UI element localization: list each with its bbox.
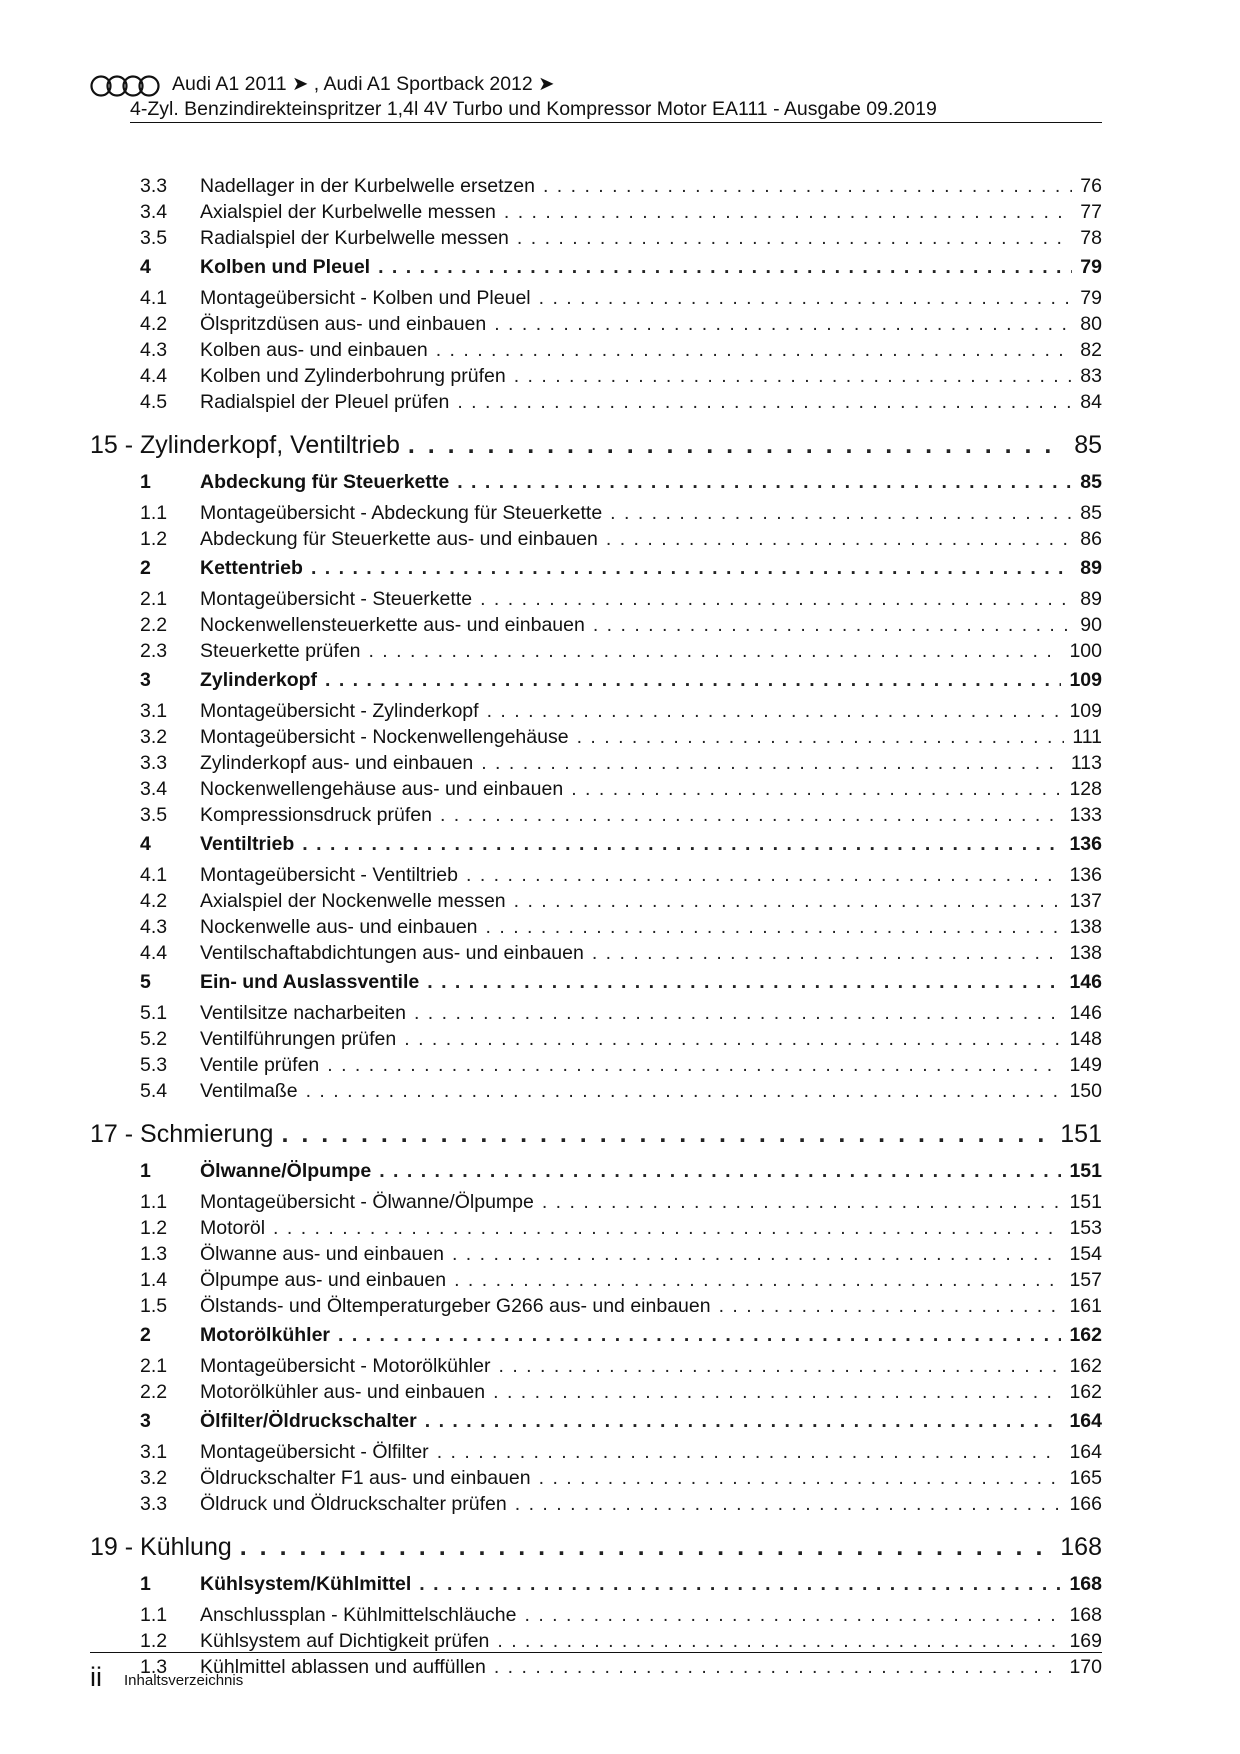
toc-entry-page: 151	[1069, 1191, 1102, 1213]
toc-entry-number: 5.4	[140, 1080, 168, 1102]
toc-dot-leader	[542, 1191, 1062, 1214]
toc-dot-leader	[311, 557, 1072, 580]
toc-entry-page: 136	[1069, 833, 1102, 855]
toc-dot-leader	[437, 1441, 1062, 1464]
toc-dot-leader	[606, 528, 1072, 551]
toc-entry-page: 166	[1069, 1493, 1102, 1515]
toc-entry-title: Anschlussplan - Kühlmittelschläuche	[200, 1604, 517, 1626]
toc-entry-number: 1	[140, 1160, 151, 1182]
toc-entry-number: 1.3	[140, 1243, 168, 1265]
toc-entry-number: 4.2	[140, 313, 168, 335]
toc-dot-leader	[498, 1355, 1061, 1378]
toc-entry-sub[interactable]	[90, 287, 1102, 313]
header-divider	[130, 122, 1102, 123]
toc-entry-title: Kühlmittel ablassen und auffüllen	[200, 1656, 486, 1678]
toc-entry-page: 168	[1069, 1573, 1102, 1595]
toc-entry-page: 89	[1080, 588, 1102, 610]
toc-entry-page: 151	[1069, 1160, 1102, 1182]
toc-entry-sub[interactable]	[90, 1191, 1102, 1217]
toc-entry-sub[interactable]	[90, 1441, 1102, 1467]
toc-entry-page: 84	[1080, 391, 1102, 413]
toc-entry-page: 146	[1069, 971, 1102, 993]
toc-entry-number: 3.3	[140, 752, 168, 774]
toc-entry-number: 5.2	[140, 1028, 168, 1050]
toc-dot-leader	[452, 1243, 1062, 1266]
toc-entry-title: Öldruck und Öldruckschalter prüfen	[200, 1493, 507, 1515]
toc-entry-sub[interactable]	[90, 614, 1102, 640]
toc-entry-title: Nockenwellengehäuse aus- und einbauen	[200, 778, 564, 800]
toc-entry-page: 153	[1069, 1217, 1102, 1239]
toc-dot-leader	[327, 1054, 1061, 1077]
toc-entry-sub[interactable]	[90, 640, 1102, 666]
toc-entry-page: 148	[1069, 1028, 1102, 1050]
toc-entry-sub[interactable]	[90, 1604, 1102, 1630]
toc-entry-number: 4.1	[140, 864, 168, 886]
toc-entry-sub[interactable]	[90, 313, 1102, 339]
toc-entry-number: 3.2	[140, 726, 168, 748]
toc-entry-number: 3.1	[140, 1441, 168, 1463]
toc-entry-title: Ölwanne/Ölpumpe	[200, 1160, 372, 1182]
toc-entry-number: 1.5	[140, 1295, 168, 1317]
toc-entry-sub[interactable]	[90, 1028, 1102, 1054]
toc-dot-leader	[494, 1656, 1062, 1679]
toc-entry-title: Zylinderkopf aus- und einbauen	[200, 752, 474, 774]
toc-entry-sub[interactable]	[90, 700, 1102, 726]
toc-entry-sub[interactable]	[90, 528, 1102, 554]
toc-entry-sub[interactable]	[90, 365, 1102, 391]
toc-entry-sub[interactable]	[90, 1493, 1102, 1519]
toc-entry-page: 157	[1069, 1269, 1102, 1291]
toc-entry-page: 154	[1069, 1243, 1102, 1265]
toc-entry-page: 151	[1060, 1120, 1102, 1148]
toc-dot-leader	[368, 640, 1061, 663]
toc-entry-number: 1.3	[140, 1656, 168, 1678]
toc-entry-page: 164	[1069, 1410, 1102, 1432]
toc-dot-leader	[517, 227, 1072, 250]
toc-entry-page: 133	[1069, 804, 1102, 826]
toc-entry-number: 4.3	[140, 339, 168, 361]
toc-entry-number: 3	[140, 669, 151, 691]
toc-dot-leader	[480, 588, 1072, 611]
toc-entry-number: 1.2	[140, 1217, 168, 1239]
toc-entry-page: 138	[1069, 942, 1102, 964]
header-vehicle-line: Audi A1 2011 ➤ , Audi A1 Sportback 2012 ➤	[172, 73, 555, 95]
toc-dot-leader	[404, 1028, 1061, 1051]
toc-dot-leader	[419, 1573, 1061, 1596]
toc-entry-title: Steuerkette prüfen	[200, 640, 361, 662]
toc-entry-title: Ventilschaftabdichtungen aus- und einbauen	[200, 942, 584, 964]
toc-entry-sub[interactable]	[90, 778, 1102, 804]
toc-dot-leader	[539, 1467, 1062, 1490]
toc-entry-main[interactable]	[90, 1324, 1102, 1355]
toc-dot-leader	[457, 391, 1072, 414]
toc-entry-title: Nockenwellensteuerkette aus- und einbauen	[200, 614, 585, 636]
toc-entry-number: 4.5	[140, 391, 168, 413]
toc-dot-leader	[302, 833, 1061, 856]
toc-entry-sub[interactable]	[90, 588, 1102, 614]
toc-entry-title: Ölstands- und Öltemperaturgeber G266 aus- und einbauen	[200, 1295, 711, 1317]
toc-entry-sub[interactable]	[90, 391, 1102, 417]
toc-dot-leader	[414, 1002, 1061, 1025]
toc-entry-page: 109	[1069, 700, 1102, 722]
toc-entry-main[interactable]	[90, 1573, 1102, 1604]
toc-dot-leader	[719, 1295, 1062, 1318]
toc-entry-title: Nockenwelle aus- und einbauen	[200, 916, 478, 938]
toc-entry-sub[interactable]	[90, 175, 1102, 201]
toc-dot-leader	[486, 916, 1062, 939]
toc-entry-page: 138	[1069, 916, 1102, 938]
toc-entry-title: Axialspiel der Nockenwelle messen	[200, 890, 506, 912]
toc-dot-leader	[408, 431, 1066, 460]
toc-entry-sub[interactable]	[90, 942, 1102, 968]
toc-entry-number: 4.3	[140, 916, 168, 938]
toc-entry-number: 2	[140, 557, 151, 579]
toc-entry-number: 2.2	[140, 1381, 168, 1403]
toc-entry-number: 4.4	[140, 365, 168, 387]
toc-dot-leader	[514, 365, 1073, 388]
toc-entry-title: Kolben und Pleuel	[200, 256, 371, 278]
toc-entry-sub[interactable]	[90, 864, 1102, 890]
toc-dot-leader	[493, 1381, 1061, 1404]
toc-dot-leader	[281, 1120, 1052, 1149]
toc-entry-sub[interactable]	[90, 201, 1102, 227]
toc-entry-page: 164	[1069, 1441, 1102, 1463]
toc-entry-title: Öldruckschalter F1 aus- und einbauen	[200, 1467, 531, 1489]
toc-entry-main[interactable]	[90, 669, 1102, 700]
toc-entry-page: 83	[1080, 365, 1102, 387]
toc-entry-chapter[interactable]	[90, 423, 1102, 468]
toc-entry-title: Motoröl	[200, 1217, 266, 1239]
toc-entry-title: Ölspritzdüsen aus- und einbauen	[200, 313, 487, 335]
toc-entry-title: Radialspiel der Kurbelwelle messen	[200, 227, 509, 249]
toc-entry-title: Ölpumpe aus- und einbauen	[200, 1269, 447, 1291]
toc-dot-leader	[577, 726, 1065, 749]
footer-page-number: ii	[90, 1662, 102, 1692]
toc-entry-title: Kompressionsdruck prüfen	[200, 804, 432, 826]
toc-entry-page: 109	[1069, 669, 1102, 691]
toc-entry-number: 1.1	[140, 1604, 168, 1626]
toc-entry-chapter[interactable]	[90, 1525, 1102, 1570]
toc-entry-number: 1.1	[140, 1191, 168, 1213]
toc-entry-number: 4	[140, 256, 151, 278]
toc-entry-title: Zylinderkopf	[200, 669, 318, 691]
toc-entry-sub[interactable]	[90, 1269, 1102, 1295]
toc-entry-title: Ventilsitze nacharbeiten	[200, 1002, 406, 1024]
toc-dot-leader	[571, 778, 1061, 801]
toc-entry-number: 3.4	[140, 778, 168, 800]
toc-dot-leader	[466, 864, 1061, 887]
toc-entry-number: 3.5	[140, 227, 168, 249]
toc-dot-leader	[481, 752, 1063, 775]
toc-entry-title: Montageübersicht - Motorölkühler	[200, 1355, 491, 1377]
toc-dot-leader	[273, 1217, 1061, 1240]
header-engine-line: 4-Zyl. Benzindirekteinspritzer 1,4l 4V Turbo und Kompressor Motor EA111 - Ausgabe 09.2019	[130, 98, 937, 120]
toc-entry-page: 89	[1080, 557, 1102, 579]
toc-dot-leader	[425, 1410, 1062, 1433]
toc-dot-leader	[427, 971, 1061, 994]
audi-rings-logo	[90, 74, 160, 98]
toc-dot-leader	[593, 614, 1072, 637]
toc-dot-leader	[592, 942, 1062, 965]
toc-entry-page: 76	[1080, 175, 1102, 197]
toc-entry-number: 3.5	[140, 804, 168, 826]
toc-entry-page: 162	[1069, 1324, 1102, 1346]
toc-entry-number: 1	[140, 471, 151, 493]
toc-dot-leader	[487, 700, 1062, 723]
toc-entry-title: Kolben aus- und einbauen	[200, 339, 428, 361]
toc-dot-leader	[497, 1630, 1061, 1653]
toc-entry-title: Kühlsystem/Kühlmittel	[200, 1573, 412, 1595]
toc-entry-page: 78	[1080, 227, 1102, 249]
toc-entry-page: 80	[1080, 313, 1102, 335]
toc-entry-page: 79	[1080, 256, 1102, 278]
toc-entry-page: 165	[1069, 1467, 1102, 1489]
toc-entry-page: 170	[1069, 1656, 1102, 1678]
toc-entry-page: 136	[1069, 864, 1102, 886]
toc-entry-number: 2.3	[140, 640, 168, 662]
toc-entry-main[interactable]	[90, 471, 1102, 502]
toc-entry-sub[interactable]	[90, 1217, 1102, 1243]
toc-entry-page: 161	[1069, 1295, 1102, 1317]
toc-entry-title: Ölfilter/Öldruckschalter	[200, 1410, 417, 1432]
toc-entry-page: 85	[1080, 502, 1102, 524]
toc-entry-number: 5.1	[140, 1002, 168, 1024]
toc-entry-number: 1.2	[140, 528, 168, 550]
table-of-contents	[90, 175, 1102, 1682]
toc-dot-leader	[338, 1324, 1061, 1347]
toc-entry-page: 146	[1069, 1002, 1102, 1024]
toc-entry-number: 1.2	[140, 1630, 168, 1652]
toc-entry-page: 137	[1069, 890, 1102, 912]
toc-entry-number: 2.1	[140, 1355, 168, 1377]
toc-entry-title: 15 - Zylinderkopf, Ventiltrieb	[90, 431, 400, 459]
toc-entry-sub[interactable]	[90, 1355, 1102, 1381]
toc-entry-title: Ventiltrieb	[200, 833, 295, 855]
toc-entry-title: Abdeckung für Steuerkette	[200, 471, 450, 493]
toc-entry-page: 113	[1070, 752, 1102, 774]
toc-entry-sub[interactable]	[90, 1467, 1102, 1493]
toc-entry-title: Montageübersicht - Abdeckung für Steuerkette	[200, 502, 603, 524]
toc-entry-number: 4.1	[140, 287, 168, 309]
toc-entry-main[interactable]	[90, 557, 1102, 588]
toc-dot-leader	[504, 201, 1072, 224]
toc-entry-title: Montageübersicht - Ventiltrieb	[200, 864, 458, 886]
toc-entry-title: Radialspiel der Pleuel prüfen	[200, 391, 450, 413]
toc-entry-number: 5	[140, 971, 151, 993]
toc-entry-chapter[interactable]	[90, 1112, 1102, 1157]
toc-dot-leader	[494, 313, 1072, 336]
toc-dot-leader	[378, 256, 1072, 279]
toc-entry-main[interactable]	[90, 833, 1102, 864]
toc-entry-main[interactable]	[90, 971, 1102, 1002]
toc-entry-sub[interactable]	[90, 227, 1102, 253]
toc-entry-sub[interactable]	[90, 726, 1102, 752]
toc-entry-main[interactable]	[90, 1160, 1102, 1191]
toc-dot-leader	[379, 1160, 1061, 1183]
toc-entry-sub[interactable]	[90, 1295, 1102, 1321]
toc-entry-page: 85	[1074, 431, 1102, 459]
toc-entry-sub[interactable]	[90, 1080, 1102, 1106]
toc-entry-number: 3.1	[140, 700, 168, 722]
toc-entry-title: Ein- und Auslassventile	[200, 971, 420, 993]
toc-entry-title: Montageübersicht - Ölwanne/Ölpumpe	[200, 1191, 534, 1213]
toc-entry-page: 168	[1069, 1604, 1102, 1626]
toc-entry-page: 77	[1080, 201, 1102, 223]
toc-entry-page: 162	[1069, 1355, 1102, 1377]
toc-entry-main[interactable]	[90, 256, 1102, 287]
toc-entry-title: Motorölkühler	[200, 1324, 330, 1346]
toc-entry-title: Kettentrieb	[200, 557, 303, 579]
toc-entry-title: Kühlsystem auf Dichtigkeit prüfen	[200, 1630, 490, 1652]
toc-dot-leader	[457, 471, 1072, 494]
toc-dot-leader	[514, 890, 1062, 913]
toc-entry-page: 169	[1069, 1630, 1102, 1652]
toc-entry-main[interactable]	[90, 1410, 1102, 1441]
toc-entry-number: 2.2	[140, 614, 168, 636]
toc-entry-page: 100	[1069, 640, 1102, 662]
toc-entry-title: Montageübersicht - Nockenwellengehäuse	[200, 726, 569, 748]
toc-entry-page: 149	[1069, 1054, 1102, 1076]
toc-entry-sub[interactable]	[90, 890, 1102, 916]
toc-entry-page: 85	[1080, 471, 1102, 493]
toc-entry-number: 3.4	[140, 201, 168, 223]
toc-entry-sub[interactable]	[90, 1381, 1102, 1407]
toc-entry-title: Motorölkühler aus- und einbauen	[200, 1381, 486, 1403]
toc-entry-title: Ventilmaße	[200, 1080, 298, 1102]
toc-entry-sub[interactable]	[90, 1002, 1102, 1028]
toc-entry-sub[interactable]	[90, 339, 1102, 365]
toc-entry-title: Nadellager in der Kurbelwelle ersetzen	[200, 175, 535, 197]
toc-entry-sub[interactable]	[90, 502, 1102, 528]
toc-entry-page: 150	[1069, 1080, 1102, 1102]
toc-entry-page: 162	[1069, 1381, 1102, 1403]
toc-entry-page: 128	[1069, 778, 1102, 800]
toc-entry-number: 3.3	[140, 1493, 168, 1515]
toc-entry-sub[interactable]	[90, 804, 1102, 830]
toc-entry-number: 1	[140, 1573, 151, 1595]
toc-dot-leader	[525, 1604, 1062, 1627]
toc-entry-number: 3.2	[140, 1467, 168, 1489]
toc-entry-title: Kolben und Zylinderbohrung prüfen	[200, 365, 506, 387]
toc-entry-sub[interactable]	[90, 1243, 1102, 1269]
toc-dot-leader	[436, 339, 1073, 362]
toc-entry-title: Ventilführungen prüfen	[200, 1028, 397, 1050]
toc-entry-title: Montageübersicht - Ölfilter	[200, 1441, 429, 1463]
toc-entry-sub[interactable]	[90, 916, 1102, 942]
toc-entry-page: 168	[1060, 1533, 1102, 1561]
toc-entry-page: 79	[1080, 287, 1102, 309]
toc-dot-leader	[440, 804, 1062, 827]
toc-entry-sub[interactable]	[90, 1054, 1102, 1080]
footer-divider	[90, 1652, 1102, 1653]
toc-entry-title: Montageübersicht - Zylinderkopf	[200, 700, 479, 722]
toc-entry-number: 5.3	[140, 1054, 168, 1076]
toc-entry-page: 82	[1080, 339, 1102, 361]
toc-entry-number: 2	[140, 1324, 151, 1346]
toc-entry-number: 2.1	[140, 588, 168, 610]
toc-entry-title: Ölwanne aus- und einbauen	[200, 1243, 444, 1265]
toc-entry-title: 19 - Kühlung	[90, 1533, 232, 1561]
toc-entry-number: 4	[140, 833, 151, 855]
toc-dot-leader	[240, 1533, 1053, 1562]
toc-entry-page: 111	[1072, 726, 1102, 748]
toc-entry-page: 90	[1080, 614, 1102, 636]
toc-entry-page: 86	[1080, 528, 1102, 550]
toc-dot-leader	[610, 502, 1072, 525]
toc-entry-title: 17 - Schmierung	[90, 1120, 274, 1148]
toc-entry-number: 1.4	[140, 1269, 168, 1291]
toc-dot-leader	[543, 175, 1072, 198]
toc-entry-title: Montageübersicht - Steuerkette	[200, 588, 473, 610]
toc-dot-leader	[454, 1269, 1061, 1292]
toc-entry-title: Axialspiel der Kurbelwelle messen	[200, 201, 496, 223]
toc-entry-title: Montageübersicht - Kolben und Pleuel	[200, 287, 531, 309]
toc-dot-leader	[515, 1493, 1062, 1516]
toc-dot-leader	[539, 287, 1073, 310]
toc-entry-title: Abdeckung für Steuerkette aus- und einbauen	[200, 528, 598, 550]
toc-entry-number: 3	[140, 1410, 151, 1432]
toc-entry-number: 3.3	[140, 175, 168, 197]
toc-dot-leader	[306, 1080, 1062, 1103]
toc-entry-number: 4.2	[140, 890, 168, 912]
toc-dot-leader	[325, 669, 1061, 692]
footer-label: Inhaltsverzeichnis	[124, 1672, 244, 1689]
toc-entry-number: 1.1	[140, 502, 168, 524]
toc-entry-sub[interactable]	[90, 752, 1102, 778]
toc-entry-title: Ventile prüfen	[200, 1054, 320, 1076]
toc-entry-number: 4.4	[140, 942, 168, 964]
